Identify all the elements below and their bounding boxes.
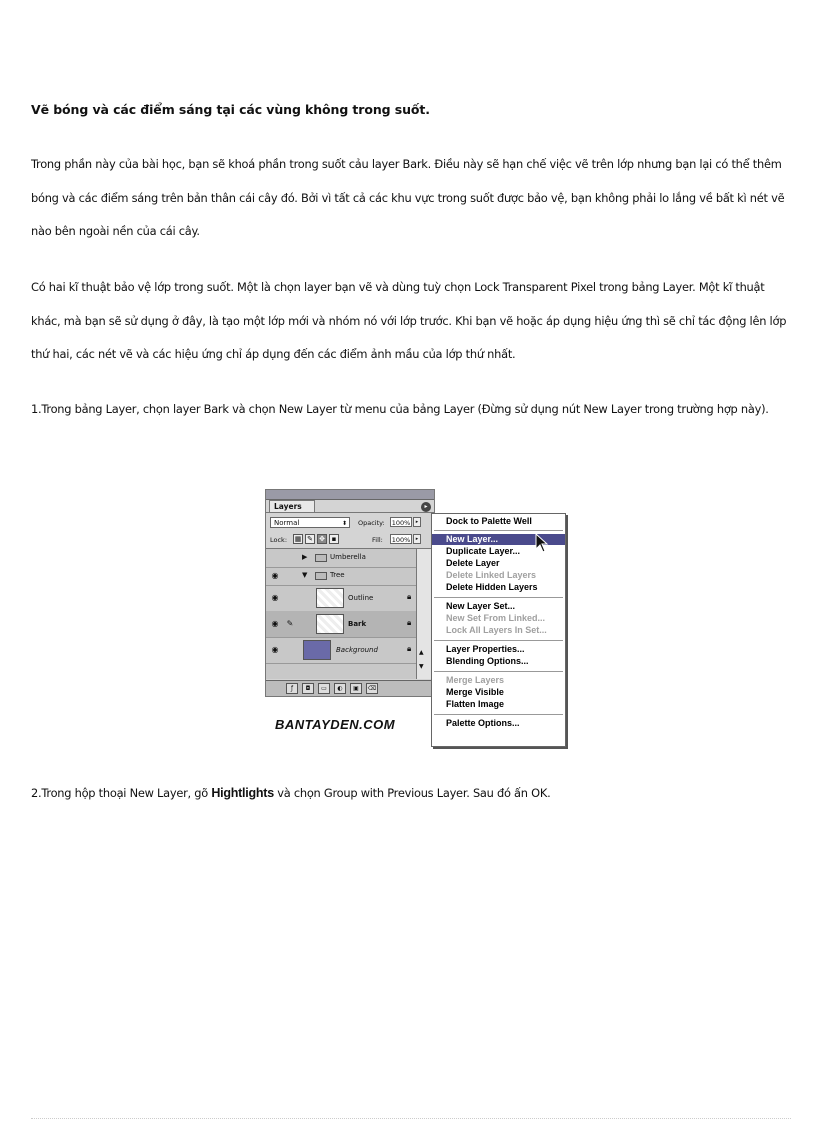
menu-item-merge-visible[interactable]: Merge Visible [446,687,504,697]
menu-item-delete-linked-layers: Delete Linked Layers [446,570,537,580]
folder-icon [315,554,327,562]
triangle-right-icon[interactable]: ▶ [302,553,308,561]
eye-icon[interactable]: ◉ [271,645,279,654]
menu-separator [434,671,563,672]
tab-layers[interactable]: Layers [269,500,315,512]
paragraph-intro: Trong phần này của bài học, bạn sẽ khoá phần trong suốt cảu layer Bark. Điều này sẽ hạn chế việc vẽ trên lớp nhưng bạn lại có thể thêm bóng và các điểm sáng trên bản thân cái cây đó. Bởi vì tất cả các khu vực trong suốt được bảo vệ, bạn không phải lo lắng về bất kì nét vẽ nào bên ngoài nền của cái cây. [31,157,785,238]
mask-icon[interactable]: ◘ [302,683,314,694]
layer-thumbnail [316,614,344,634]
layer-list [266,548,416,679]
menu-item-palette-options[interactable]: Palette Options... [446,718,520,728]
layers-palette [265,489,435,697]
trash-icon[interactable]: ⌫ [367,685,377,692]
mouse-pointer-icon [535,533,549,553]
palette-button-bar [266,680,434,696]
layer-row-tree[interactable] [266,567,416,586]
updown-arrow-icon: ⬍ [341,520,347,527]
opacity-label: Opacity: [358,519,385,527]
lock-icon: 🔒︎ [407,644,412,653]
palette-menu-icon[interactable]: ▸ [421,502,431,512]
fill-field[interactable]: 100% [391,536,411,544]
new-set-icon[interactable]: ▭ [318,683,330,694]
section-heading: Vẽ bóng và các điểm sáng tại các vùng không trong suốt. [31,102,430,117]
scroll-up-icon[interactable]: ▲ [419,649,424,656]
step-2-text-before: 2.Trong hộp thoại New Layer, gõ [31,786,212,800]
eye-icon[interactable]: ◉ [271,571,279,580]
layer-style-icon[interactable]: ƒ [286,683,298,694]
menu-item-delete-hidden-layers[interactable]: Delete Hidden Layers [446,582,538,592]
menu-separator [434,714,563,715]
new-layer-icon[interactable]: ▣ [350,683,362,694]
tab-divider [266,512,434,513]
menu-item-lock-all-layers: Lock All Layers In Set... [446,625,547,635]
lock-icon: 🔒︎ [407,618,412,627]
eye-icon[interactable]: ◉ [271,593,279,602]
layer-name: Bark [348,620,367,628]
layer-name: Umberella [330,553,366,561]
palette-title-bar[interactable] [266,490,434,500]
lock-label: Lock: [270,536,288,544]
menu-item-new-set-from-linked: New Set From Linked... [446,613,546,623]
menu-separator [434,597,563,598]
menu-separator [434,640,563,641]
paragraph-techniques: Có hai kĩ thuật bảo vệ lớp trong suốt. Một là chọn layer bạn vẽ và dùng tuỳ chọn Lock Transparent Pixel trong bảng Layer. Một kĩ thuật khác, mà bạn sẽ sử dụng ở đây, là tạo một lớp mới và nhóm nó với lớp trước. Khi bạn vẽ hoặc áp dụng hiệu ứng thì sẽ chỉ tác động lên lớp thứ hai, các nét vẽ và các hiệu ứng chỉ áp dụng đến các điểm ảnh mầu của lớp thứ nhất. [31,280,787,361]
menu-item-layer-properties[interactable]: Layer Properties... [446,644,525,654]
opacity-field[interactable]: 100% [391,519,411,527]
paragraph-step-2 [31,777,793,811]
layer-row-umberella[interactable] [266,549,416,568]
lock-icon: 🔒︎ [407,592,412,601]
fill-slider-arrow-icon[interactable]: ▸ [413,534,421,544]
fill-label: Fill: [372,536,383,544]
blend-mode-select[interactable] [270,517,350,528]
step-2-text-after: và chọn Group with Previous Layer. Sau đó ấn OK. [273,786,551,800]
layers-palette-screenshot [263,489,565,747]
page-divider [31,1118,791,1120]
menu-item-delete-layer[interactable]: Delete Layer [446,558,500,568]
layer-name: Background [336,646,378,654]
paragraph-step-1: 1.Trong bảng Layer, chọn layer Bark và chọn New Layer từ menu của bảng Layer (Đừng sử dụng nút New Layer trong trường hợp này). [31,402,769,416]
layer-thumbnail [316,588,344,608]
scroll-down-icon[interactable]: ▼ [419,663,424,670]
menu-item-dock-to-palette-well[interactable]: Dock to Palette Well [446,516,532,526]
layer-row-bark[interactable] [266,611,416,638]
menu-item-blending-options[interactable]: Blending Options... [446,656,529,666]
triangle-down-icon[interactable]: ▼ [302,571,308,579]
menu-item-flatten-image[interactable]: Flatten Image [446,699,505,709]
lock-transparent-icon[interactable]: ▦ [294,535,302,543]
layer-name: Tree [330,571,345,579]
adjustment-layer-icon[interactable]: ◐ [334,683,346,694]
lock-brush-icon[interactable]: ✎ [305,534,315,544]
menu-item-new-layer-set[interactable]: New Layer Set... [446,601,516,611]
menu-item-duplicate-layer[interactable]: Duplicate Layer... [446,546,521,556]
layer-row-background[interactable] [266,637,416,664]
lock-move-icon[interactable]: ✥ [317,534,327,544]
menu-separator [434,530,563,531]
menu-item-merge-layers: Merge Layers [446,675,505,685]
background-thumbnail [303,640,331,660]
folder-icon [315,572,327,580]
opacity-slider-arrow-icon[interactable]: ▸ [413,517,421,527]
layer-row-outline[interactable] [266,585,416,612]
eye-icon[interactable]: ◉ [271,619,279,628]
watermark-logo: BANTAYDEN.COM [275,717,396,732]
menu-item-new-layer[interactable]: New Layer... [432,534,565,545]
lock-all-icon[interactable]: ▪ [329,534,339,544]
brush-icon: ✎ [286,619,294,628]
layer-name: Outline [348,594,374,602]
blend-mode-value: Normal [274,519,300,527]
step-2-bold-term: Hightlights [211,786,274,800]
